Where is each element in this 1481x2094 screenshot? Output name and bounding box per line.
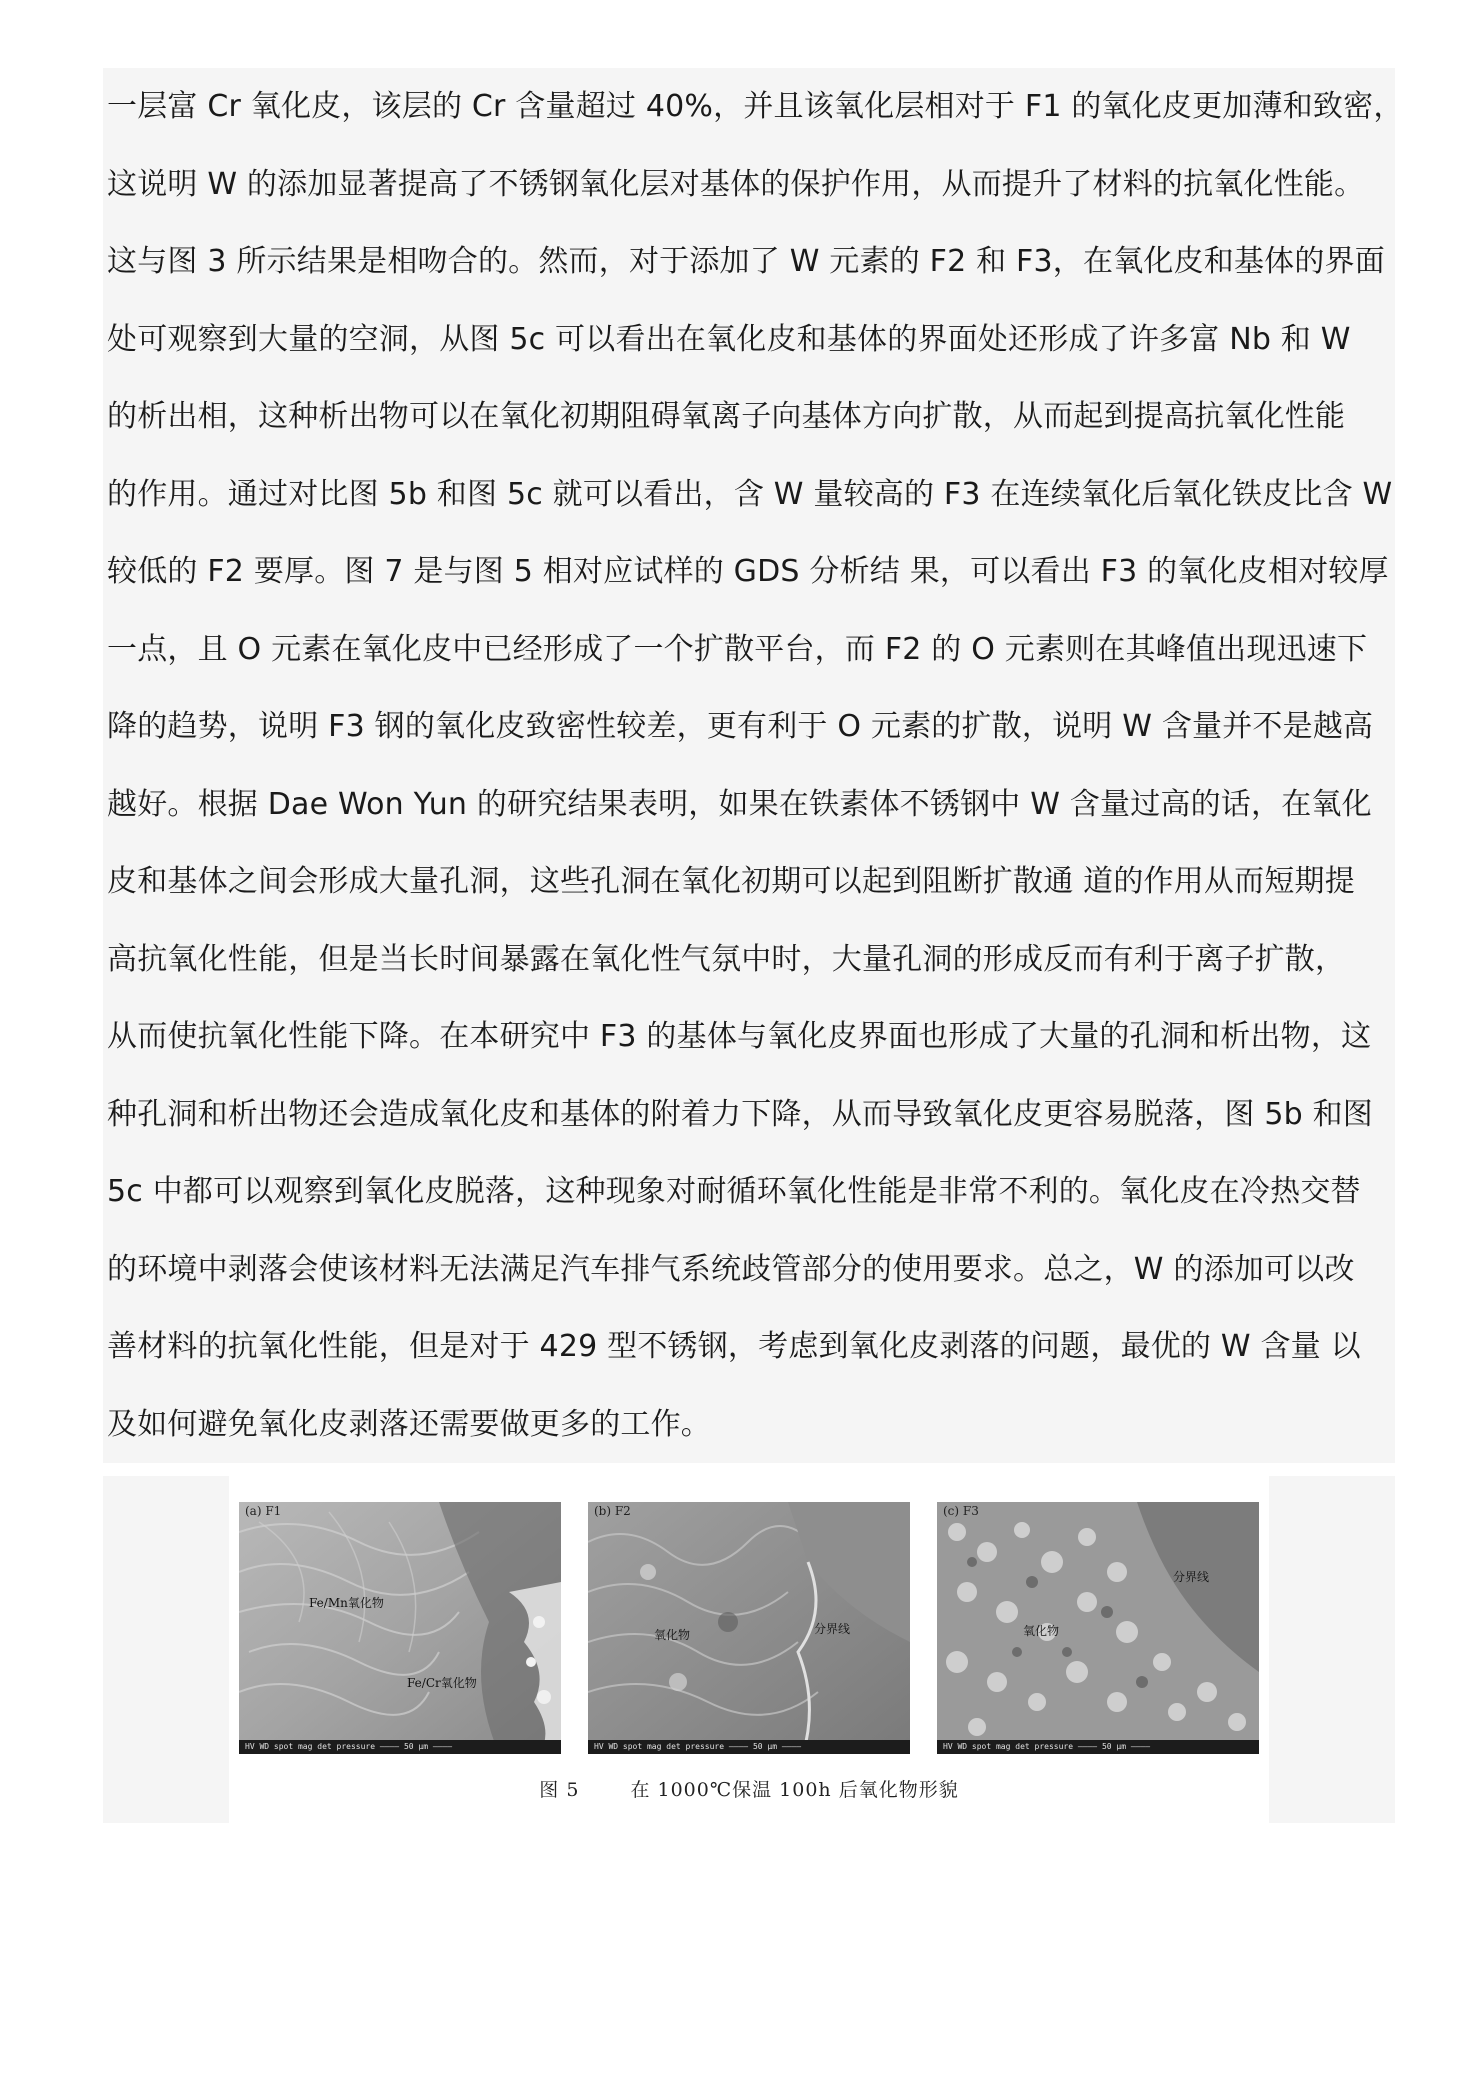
figure-number: 图 5	[539, 1779, 580, 1801]
sem-image-f1	[239, 1502, 561, 1754]
paragraph-line: 的作用。通过对比图 5b 和图 5c 就可以看出，含 W 量较高的 F3 在连续氧化后氧化铁皮比含 W	[107, 476, 1393, 512]
annotation-oxide: 氧化物	[654, 1628, 691, 1642]
annotation-boundary: 分界线	[814, 1622, 851, 1636]
paragraph-line: 这与图 3 所示结果是相吻合的。然而，对于添加了 W 元素的 F2 和 F3，在氧化皮和基体的界面	[107, 244, 1385, 279]
sem-texture-f2	[588, 1502, 910, 1754]
sem-databar: HV WD spot mag det pressure ———— 50 μm ————	[937, 1740, 1259, 1754]
paragraph-line: 的析出相，这种析出物可以在氧化初期阻碍氧离子向基体方向扩散，从而起到提高抗氧化性能	[107, 399, 1346, 434]
paragraph-line: 较低的 F2 要厚。图 7 是与图 5 相对应试样的 GDS 分析结 果，可以看出 F3 的氧化皮相对较厚	[107, 554, 1389, 589]
annotation-fe-cr-oxide: Fe/Cr氧化物	[407, 1676, 477, 1690]
paragraph-line: 5c 中都可以观察到氧化皮脱落，这种现象对耐循环氧化性能是非常不利的。氧化皮在冷热交替	[107, 1174, 1361, 1209]
figure-frame	[229, 1476, 1269, 1823]
paragraph-line: 一层富 Cr 氧化皮，该层的 Cr 含量超过 40%，并且该氧化层相对于 F1 的氧化皮更加薄和致密，	[107, 89, 1404, 124]
body-paragraph	[103, 68, 1404, 1463]
sem-databar: HV WD spot mag det pressure ———— 50 μm ————	[239, 1740, 561, 1754]
panel-label-c: (c) F3	[943, 1504, 979, 1518]
sem-texture-f1	[239, 1502, 561, 1754]
paragraph-line: 一点，且 O 元素在氧化皮中已经形成了一个扩散平台，而 F2 的 O 元素则在其峰值出现迅速下	[107, 631, 1368, 667]
sem-image-f2	[588, 1502, 910, 1754]
paragraph-line: 皮和基体之间会形成大量孔洞，这些孔洞在氧化初期可以起到阻断扩散通 道的作用从而短期提	[107, 864, 1355, 899]
panel-label-a: (a) F1	[245, 1504, 282, 1518]
paragraph-line: 及如何避免氧化皮剥落还需要做更多的工作。	[107, 1406, 711, 1442]
sem-texture-f3	[937, 1502, 1259, 1754]
paragraph-line: 善材料的抗氧化性能，但是对于 429 型不锈钢，考虑到氧化皮剥落的问题，最优的 W 含量 以	[107, 1329, 1361, 1364]
paragraph-line: 越好。根据 Dae Won Yun 的研究结果表明，如果在铁素体不锈钢中 W 含量过高的话，在氧化	[107, 786, 1372, 822]
paragraph-line: 这说明 W 的添加显著提高了不锈钢氧化层对基体的保护作用，从而提升了材料的抗氧化性能。	[107, 166, 1365, 202]
figure-caption-text: 在 1000℃保温 100h 后氧化物形貌	[630, 1779, 959, 1801]
paragraph-line: 种孔洞和析出物还会造成氧化皮和基体的附着力下降，从而导致氧化皮更容易脱落，图 5b 和图	[107, 1096, 1374, 1132]
paragraph-line: 的环境中剥落会使该材料无法满足汽车排气系统歧管部分的使用要求。总之，W 的添加可以改	[107, 1251, 1355, 1287]
panel-label-b: (b) F2	[594, 1504, 631, 1518]
annotation-oxide: 氧化物	[1023, 1624, 1060, 1638]
paragraph-line: 处可观察到大量的空洞，从图 5c 可以看出在氧化皮和基体的界面处还形成了许多富 Nb 和 W	[107, 321, 1351, 357]
paragraph-line: 降的趋势，说明 F3 钢的氧化皮致密性较差，更有利于 O 元素的扩散，说明 W 含量并不是越高	[107, 709, 1374, 744]
sem-image-f3	[937, 1502, 1259, 1754]
paragraph-line: 高抗氧化性能，但是当长时间暴露在氧化性气氛中时，大量孔洞的形成反而有利于离子扩散，	[107, 941, 1346, 977]
figure-caption	[229, 1775, 1269, 1802]
annotation-boundary: 分界线	[1173, 1570, 1210, 1584]
figure-5	[103, 1476, 1395, 1823]
sem-databar: HV WD spot mag det pressure ———— 50 μm ————	[588, 1740, 910, 1754]
paragraph-line: 从而使抗氧化性能下降。在本研究中 F3 的基体与氧化皮界面也形成了大量的孔洞和析出物，这	[107, 1019, 1372, 1054]
annotation-fe-mn-oxide: Fe/Mn氧化物	[309, 1596, 384, 1610]
